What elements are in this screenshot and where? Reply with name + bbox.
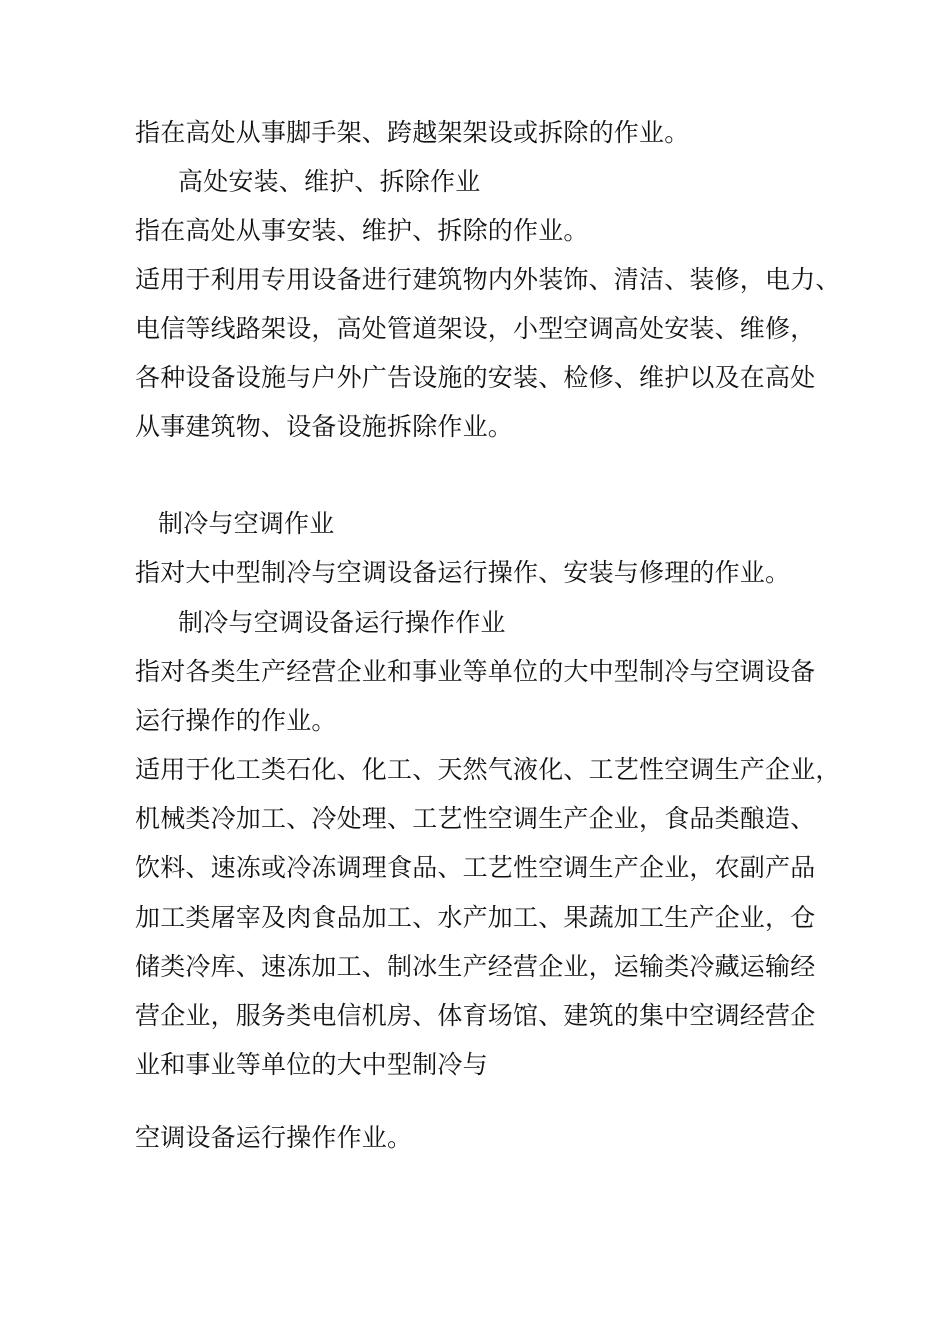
paragraph-line: 运行操作的作业。 (135, 706, 337, 735)
paragraph-line: 指对各类生产经营企业和事业等单位的大中型制冷与空调设备 (135, 657, 816, 686)
paragraph-line: 从事建筑物、设备设施拆除作业。 (135, 412, 514, 441)
section-heading: 制冷与空调作业 (158, 509, 335, 538)
paragraph-line: 指在高处从事脚手架、跨越架架设或拆除的作业。 (135, 118, 690, 147)
paragraph-line: 机械类冷加工、冷处理、工艺性空调生产企业，食品类酿造、 (135, 804, 816, 833)
paragraph-line: 空调设备运行操作作业。 (135, 1123, 413, 1152)
paragraph-line: 营企业，服务类电信机房、体育场馆、建筑的集中空调经营企 (135, 1001, 816, 1030)
subsection-heading: 制冷与空调设备运行操作作业 (178, 608, 506, 637)
paragraph-line: 适用于利用专用设备进行建筑物内外装饰、清洁、装修，电力、 (135, 265, 841, 294)
paragraph-line: 电信等线路架设，高处管道架设，小型空调高处安装、维修， (135, 314, 816, 343)
paragraph-line: 指在高处从事安装、维护、拆除的作业。 (135, 216, 589, 245)
paragraph-line: 各种设备设施与户外广告设施的安装、检修、维护以及在高处 (135, 363, 816, 392)
subsection-heading: 高处安装、维护、拆除作业 (178, 167, 481, 196)
paragraph-line: 加工类屠宰及肉食品加工、水产加工、果蔬加工生产企业，仓 (135, 903, 816, 932)
paragraph-line: 业和事业等单位的大中型制冷与 (135, 1050, 488, 1079)
paragraph-line: 储类冷库、速冻加工、制冰生产经营企业，运输类冷藏运输经 (135, 952, 816, 981)
paragraph-line: 饮料、速冻或冷冻调理食品、工艺性空调生产企业，农副产品 (135, 853, 816, 882)
paragraph-line: 指对大中型制冷与空调设备运行操作、安装与修理的作业。 (135, 558, 791, 587)
paragraph-line: 适用于化工类石化、化工、天然气液化、工艺性空调生产企业， (135, 755, 841, 784)
